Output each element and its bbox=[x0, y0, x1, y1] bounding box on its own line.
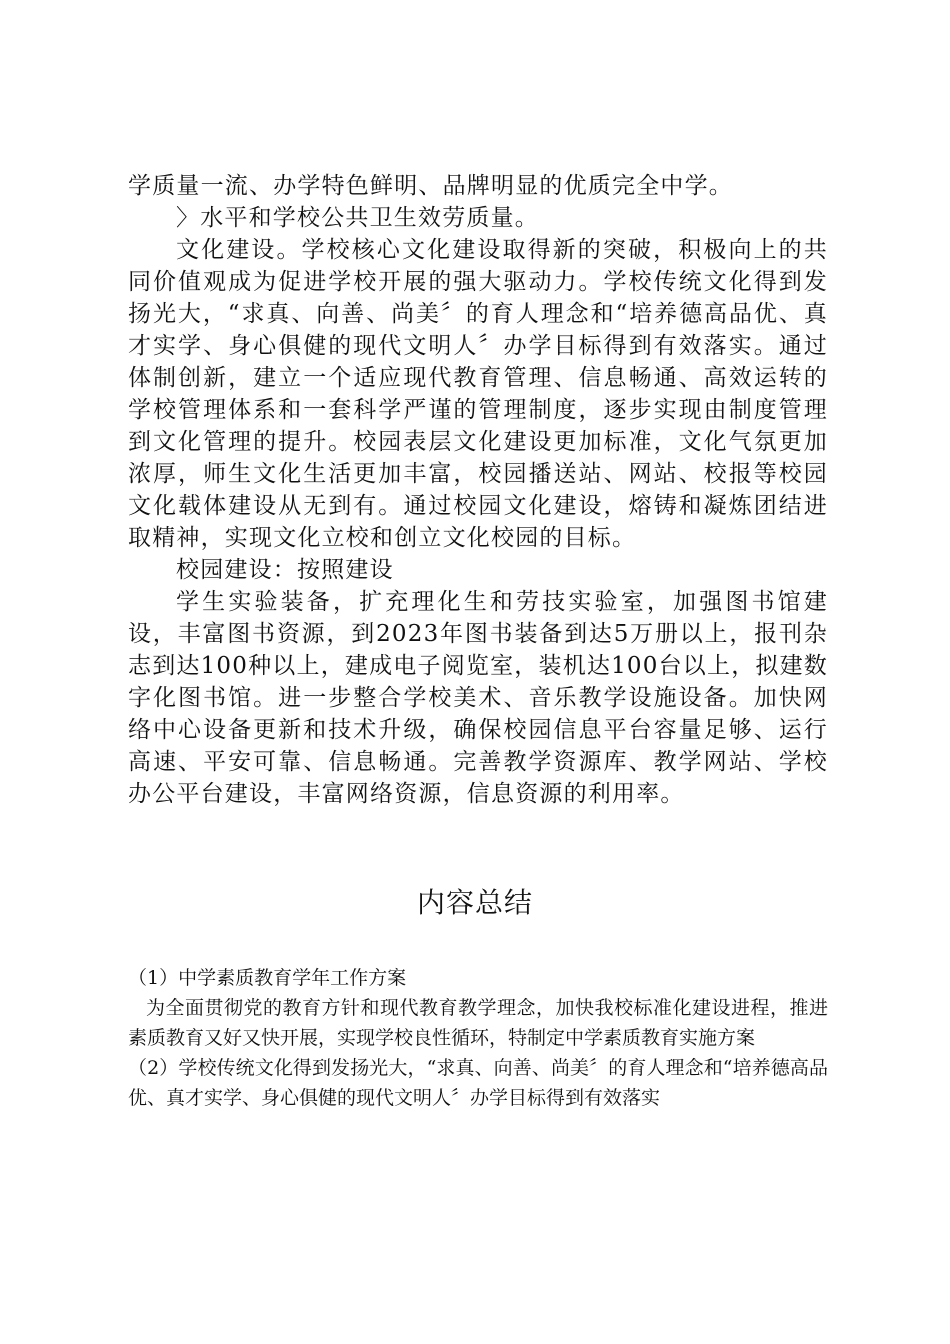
paragraph-equipment: 学生实验装备，扩充理化生和劳技实验室，加强图书馆建设，丰富图书资源，到2023年图书装备到达5万册以上，报刊杂志到达100种以上，建成电子阅览室，装机达100台以上，拟建数字化图书馆。进一步整合学校美术、音乐教学设施设备。加快网络中心设备更新和技术升级，确保校园信息平台容量足够、运行高速、平安可靠、信息畅通。完善教学资源库、教学网站、学校办公平台建设，丰富网络资源，信息资源的利用率。 bbox=[128, 589, 828, 807]
paragraph-continuation: 学质量一流、办学特色鲜明、品牌明显的优质完全中学。 bbox=[128, 173, 733, 199]
body-text bbox=[128, 170, 828, 810]
summary-item-1-text: 为全面贯彻党的教育方针和现代教育教学理念，加快我校标准化建设进程，推进素质教育又好又快开展，实现学校良性循环，特制定中学素质教育实施方案 bbox=[128, 997, 828, 1049]
summary-item-2-heading: （2）学校传统文化得到发扬光大，“求真、向善、尚美〞的育人理念和“培养德高品优、真才实学、身心俱健的现代文明人〞办学目标得到有效落实 bbox=[128, 1057, 828, 1109]
summary-title: 内容总结 bbox=[416, 886, 533, 919]
summary-item-1-heading: （1）中学素质教育学年工作方案 bbox=[128, 967, 407, 989]
paragraph-campus-heading: 校园建设：按照建设 bbox=[176, 557, 394, 583]
paragraph-hygiene: 〉水平和学校公共卫生效劳质量。 bbox=[176, 205, 539, 231]
summary-section bbox=[128, 963, 828, 1113]
paragraph-culture: 文化建设。学校核心文化建设取得新的突破，积极向上的共同价值观成为促进学校开展的强大驱动力。学校传统文化得到发扬光大，“求真、向善、尚美〞的育人理念和“培养德高品优、真才实学、身心俱健的现代文明人〞办学目标得到有效落实。通过体制创新，建立一个适应现代教育管理、信息畅通、高效运转的学校管理体系和一套科学严谨的管理制度，逐步实现由制度管理到文化管理的提升。校园表层文化建设更加标准，文化气氛更加浓厚，师生文化生活更加丰富，校园播送站、网站、校报等校园文化载体建设从无到有。通过校园文化建设，熔铸和凝炼团结进取精神，实现文化立校和创立文化校园的目标。 bbox=[128, 237, 828, 551]
